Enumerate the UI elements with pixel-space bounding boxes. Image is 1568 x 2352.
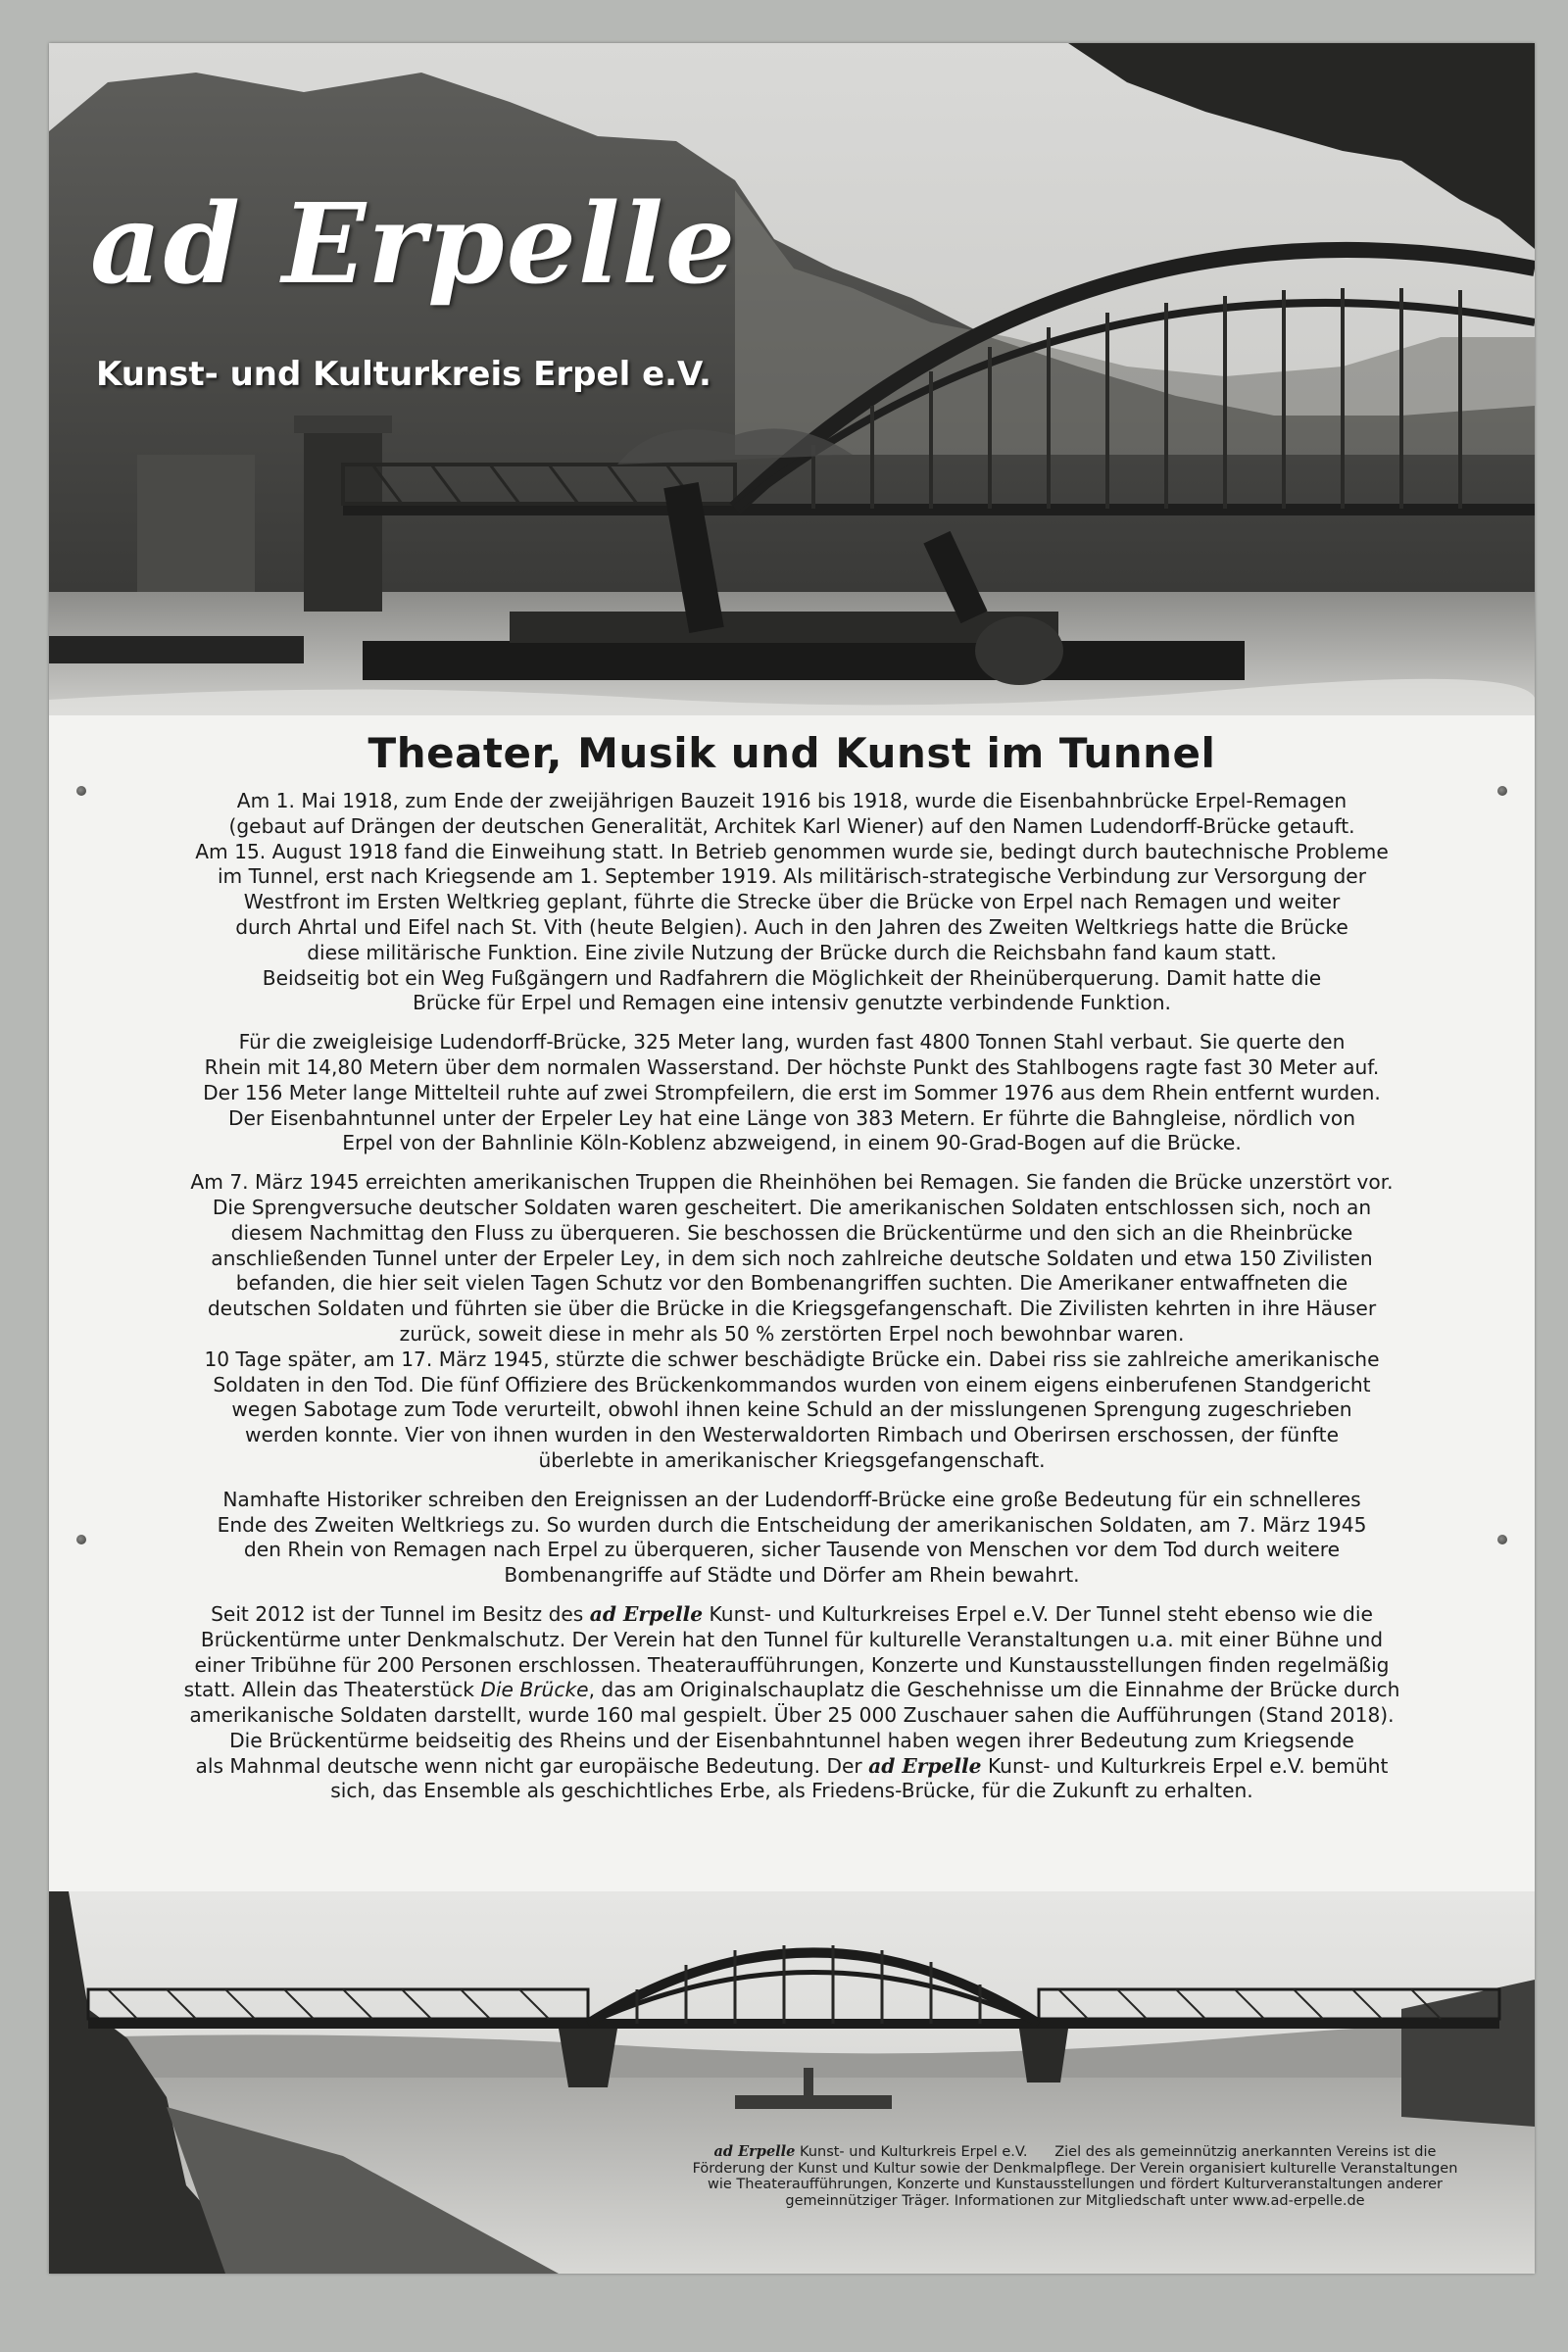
text-line: Brückentürme unter Denkmalschutz. Der Verein hat den Tunnel für kulturelle Veranstaltungen u.a. mit einer Bühne und	[200, 1627, 1384, 1651]
footer-photo	[49, 1891, 1535, 2274]
text-line: wegen Sabotage zum Tode verurteilt, obwohl ihnen keine Schuld an der misslungenen Sprengung zugeschrieben	[231, 1397, 1352, 1422]
text-line: amerikanische Soldaten darstellt, wurde 160 mal gespielt. Über 25 000 Zuschauer sahen die Aufführungen (Stand 2018).	[189, 1703, 1395, 1728]
text-line: Beidseitig bot ein Weg Fußgängern und Radfahrern die Möglichkeit der Rheinüberquerung. Damit hatte die	[262, 965, 1322, 990]
paragraph-1945	[88, 1170, 1495, 1474]
screw-icon	[1497, 786, 1507, 796]
brand-subtitle: Kunst- und Kulturkreis Erpel e.V.	[96, 355, 711, 394]
text-line: Der 156 Meter lange Mittelteil ruhte auf zwei Strompfeilern, die erst im Sommer 1976 aus dem Rhein entfernt wurden.	[203, 1080, 1381, 1104]
caption-line: Förderung der Kunst und Kultur sowie der Denkmalpflege. Der Verein organisiert kulturelle Veranstaltungen	[692, 2160, 1458, 2177]
inline-logo: ad Erpelle	[868, 1753, 982, 1778]
text-line: befanden, die hier seit vielen Tagen Schutz vor den Bombenangriffen suchten. Die Amerikaner entwaffneten die	[235, 1271, 1348, 1296]
text-fragment: Kunst- und Kulturkreises Erpel e.V. Der Tunnel steht ebenso wie die	[703, 1601, 1373, 1626]
text-line: anschließenden Tunnel unter der Erpeler Ley, in dem sich noch zahlreiche deutsche Soldaten und etwa 150 Zivilisten	[211, 1246, 1373, 1270]
text-fragment: Ziel des als gemeinnützig anerkannten Vereins ist die	[1054, 2144, 1437, 2160]
text-line: Brücke für Erpel und Remagen eine intensiv genutzte verbindende Funktion.	[413, 991, 1171, 1015]
inline-logo: ad Erpelle	[713, 2143, 796, 2160]
screw-icon	[76, 786, 86, 796]
text-line: Am 1. Mai 1918, zum Ende der zweijährigen Bauzeit 1916 bis 1918, wurde die Eisenbahnbrücke Erpel-Remagen	[236, 789, 1348, 812]
text-line: im Tunnel, erst nach Kriegsende am 1. September 1919. Als militärisch-strategische Verbindung zur Versorgung der	[217, 864, 1367, 889]
text-fragment: , das am Originalschauplatz die Geschehnisse um die Einnahme der Brücke durch	[588, 1678, 1400, 1702]
text-line: diesem Nachmittag den Fluss zu überqueren. Sie beschossen die Brückentürme und den sich an die Rheinbrücke	[230, 1220, 1353, 1245]
text-fragment: als Mahnmal deutsche wenn nicht gar europäische Bedeutung. Der	[195, 1753, 869, 1778]
text-line: einer Tribühne für 200 Personen erschlossen. Theateraufführungen, Konzerte und Kunstausstellungen finden regelmäßig	[194, 1652, 1390, 1677]
screw-icon	[1497, 1535, 1507, 1544]
text-line: (gebaut auf Drängen der deutschen Generalität, Architek Karl Wiener) auf den Namen Ludendorff-Brücke getauft.	[228, 813, 1355, 838]
footer-caption	[649, 2144, 1501, 2209]
text-fragment: Kunst- und Kulturkreis Erpel e.V.	[795, 2144, 1028, 2160]
caption-line: wie Theateraufführungen, Konzerte und Kunstausstellungen und fördert Kulturveranstaltungen anderer	[708, 2177, 1443, 2192]
text-line	[88, 1754, 1495, 1780]
text-line: überlebte in amerikanischer Kriegsgefangenschaft.	[538, 1447, 1046, 1472]
text-line: Bombenangriffe auf Städte und Dörfer am Rhein bewahrt.	[504, 1563, 1080, 1588]
header-photo	[49, 43, 1535, 715]
text-line	[88, 1678, 1495, 1703]
text-line: Die Sprengversuche deutscher Soldaten waren gescheitert. Die amerikanischen Soldaten entschlossen sich, noch an	[212, 1195, 1372, 1219]
page-title: Theater, Musik und Kunst im Tunnel	[368, 729, 1216, 777]
text-line: durch Ahrtal und Eifel nach St. Vith (heute Belgien). Auch in den Jahren des Zweiten Weltkriegs hatte die Brücke	[235, 914, 1348, 939]
text-line: den Rhein von Remagen nach Erpel zu überqueren, sicher Tausende von Menschen vor dem Tod durch weitere	[243, 1538, 1341, 1562]
text-line: Namhafte Historiker schreiben den Ereignissen an der Ludendorff-Brücke eine große Bedeutung für ein schnelleres	[222, 1487, 1361, 1511]
brand-logo: ad Erpelle	[90, 180, 738, 309]
text-line: Der Eisenbahntunnel unter der Erpeler Ley hat eine Länge von 383 Metern. Er führte die Bahngleise, nördlich von	[227, 1105, 1356, 1130]
paragraph-association	[88, 1602, 1495, 1804]
text-line: Für die zweigleisige Ludendorff-Brücke, 325 Meter lang, wurden fast 4800 Tonnen Stahl verbaut. Sie querte den	[238, 1030, 1346, 1054]
caption-line: gemeinnütziger Träger. Informationen zur Mitgliedschaft unter www.ad-erpelle.de	[785, 2192, 1365, 2209]
text-fragment: Kunst- und Kulturkreis Erpel e.V. bemüht	[981, 1753, 1389, 1778]
inline-logo: ad Erpelle	[589, 1601, 704, 1626]
text-fragment: statt. Allein das Theaterstück	[183, 1678, 481, 1702]
text-line: Am 7. März 1945 erreichten amerikanischen Truppen die Rheinhöhen bei Remagen. Sie fanden die Brücke unzerstört vor.	[190, 1170, 1394, 1195]
paragraph-historians	[88, 1488, 1495, 1589]
paragraph-history	[88, 789, 1495, 1016]
text-line	[88, 1602, 1495, 1628]
text-line: Die Brückentürme beidseitig des Rheins und der Eisenbahntunnel haben wegen ihrer Bedeutung zum Kriegsende	[229, 1728, 1354, 1752]
text-line: Am 15. August 1918 fand die Einweihung statt. In Betrieb genommen wurde sie, bedingt durch bautechnische Probleme	[195, 839, 1389, 863]
text-line: Westfront im Ersten Weltkrieg geplant, führte die Strecke über die Brücke von Erpel nach Remagen und weiter	[243, 890, 1341, 914]
text-line: werden konnte. Vier von ihnen wurden in den Westerwaldorten Rimbach und Oberirsen erschossen, der fünfte	[244, 1423, 1340, 1447]
play-title: Die Brücke	[480, 1678, 589, 1702]
text-line: 10 Tage später, am 17. März 1945, stürzte die schwer beschädigte Brücke ein. Dabei riss sie zahlreiche amerikanische	[204, 1347, 1380, 1371]
text-line: diese militärische Funktion. Eine zivile Nutzung der Brücke durch die Reichsbahn fand kaum statt.	[307, 940, 1277, 964]
information-board	[49, 43, 1535, 2274]
text-line: Ende des Zweiten Weltkriegs zu. So wurden durch die Entscheidung der amerikanischen Soldaten, am 7. März 1945	[217, 1512, 1367, 1537]
bridge-panorama-photo	[49, 1891, 1535, 2274]
paragraph-construction	[88, 1030, 1495, 1156]
text-fragment: Seit 2012 ist der Tunnel im Besitz des	[211, 1601, 590, 1626]
main-text	[88, 729, 1495, 1818]
text-line: Soldaten in den Tod. Die fünf Offiziere des Brückenkommandos wurden von einem eigens einberufenen Standgericht	[213, 1372, 1371, 1396]
text-line: zurück, soweit diese in mehr als 50 % zerstörten Erpel noch bewohnbar waren.	[399, 1321, 1185, 1346]
text-line: deutschen Soldaten und führten sie über die Brücke in die Kriegsgefangenschaft. Die Zivilisten kehrten in ihre Häuser	[207, 1297, 1377, 1321]
text-line: Erpel von der Bahnlinie Köln-Koblenz abzweigend, in einem 90-Grad-Bogen auf die Brücke.	[342, 1131, 1242, 1155]
text-line: Rhein mit 14,80 Metern über dem normalen Wasserstand. Der höchste Punkt des Stahlbogens ragte fast 30 Meter auf.	[204, 1054, 1380, 1079]
text-line: sich, das Ensemble als geschichtliches Erbe, als Friedens-Brücke, für die Zukunft zu erhalten.	[330, 1779, 1253, 1803]
caption-line	[649, 2144, 1501, 2161]
screw-icon	[76, 1535, 86, 1544]
